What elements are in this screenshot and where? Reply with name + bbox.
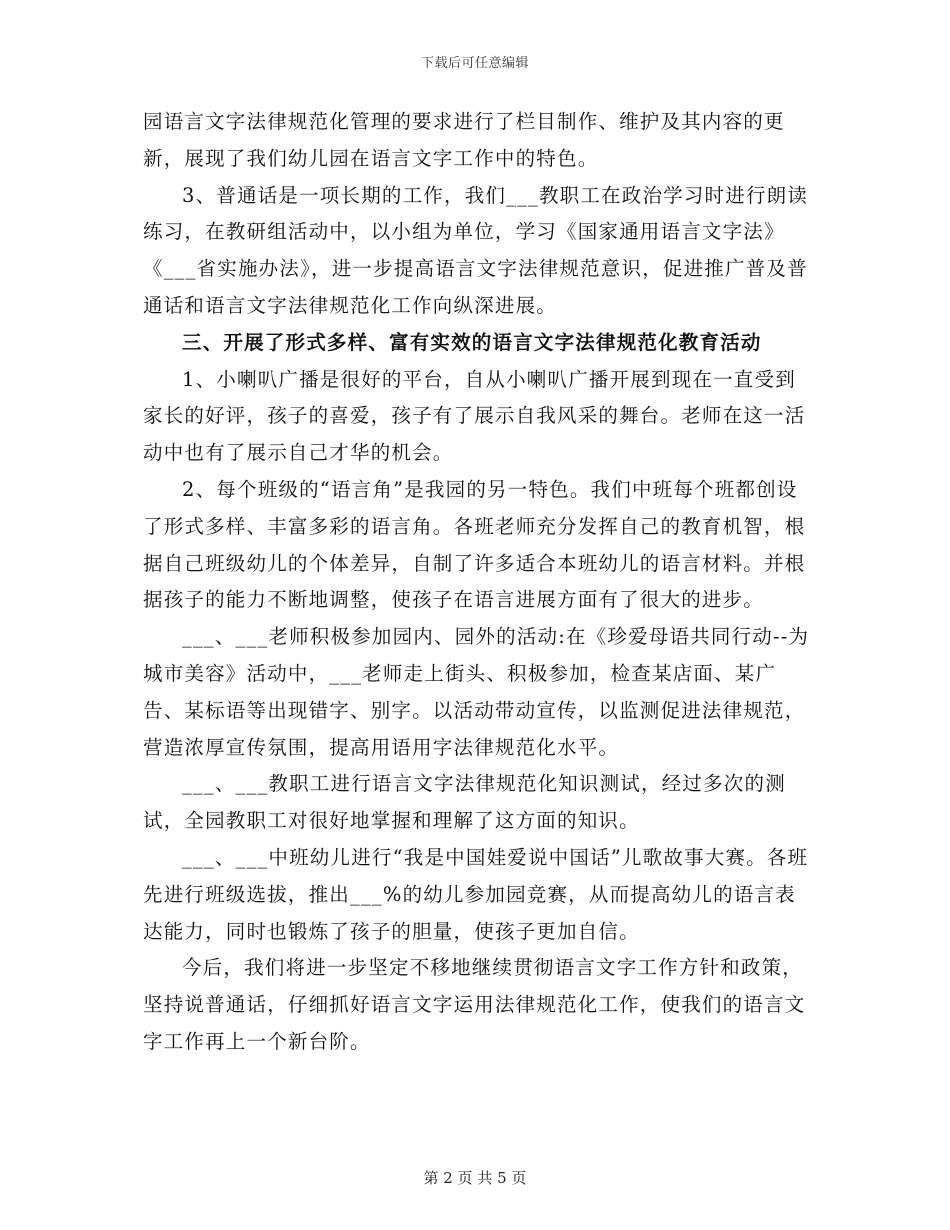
page-header: 下载后可任意编辑 [420,56,529,71]
document-body [143,104,811,1061]
paragraph-continuation: 园语言文字法律规范化管理的要求进行了栏目制作、维护及其内容的更新，展现了我们幼儿园在语言文字工作中的特色。 [143,110,785,170]
paragraph-item-1: 1、小喇叭广播是很好的平台，自从小喇叭广播开展到现在一直受到家长的好评，孩子的喜爱，孩子有了展示自我风采的舞台。老师在这一活动中也有了展示自己才华的机会。 [143,367,806,465]
paragraph-teacher-activity: ___、___老师积极参加园内、园外的活动:在《珍爱母语共同行动--为城市美容》活动中，___老师走上街头、积极参加，检查某店面、某广告、某标语等出现错字、别字。以活动带动宣传，以监测促进法律规范，营造浓厚宣传氛围，提高用语用字法律规范化水平。 [143,625,810,759]
page-footer: 第 2 页 共 5 页 [423,1169,527,1187]
paragraph-item-3: 3、普通话是一项长期的工作，我们___教职工在政治学习时进行朗读练习，在教研组活动中，以小组为单位，学习《国家通用语言文字法》《___省实施办法》，进一步提高语言文字法律规范意识，促进推广普及普通话和语言文字法律规范化工作向纵深进展。 [143,183,809,317]
paragraph-item-2: 2、每个班级的“语言角”是我园的另一特色。我们中班每个班都创设了形式多样、丰富多彩的语言角。各班老师充分发挥自己的教育机智，根据自己班级幼儿的个体差异，自制了许多适合本班幼儿的语言材料。并根据孩子的能力不断地调整，使孩子在语言进展方面有了很大的进步。 [143,477,806,612]
paragraph-children-contest: ___、___中班幼儿进行“我是中国娃爱说中国话”儿歌故事大赛。各班先进行班级选拔，推出___%的幼儿参加园竞赛，从而提高幼儿的语言表达能力，同时也锻炼了孩子的胆量，使孩子更加自信。 [143,845,809,943]
paragraph-conclusion: 今后，我们将进一步坚定不移地继续贯彻语言文字工作方针和政策，坚持说普通话，仔细抓好语言文字运用法律规范化工作，使我们的语言文字工作再上一个新台阶。 [143,956,806,1053]
paragraph-staff-test: ___、___教职工进行语言文字法律规范化知识测试，经过多次的测试，全园教职工对很好地掌握和理解了这方面的知识。 [143,772,786,833]
section-heading: 三、开展了形式多样、富有实效的语言文字法律规范化教育活动 [182,330,762,354]
